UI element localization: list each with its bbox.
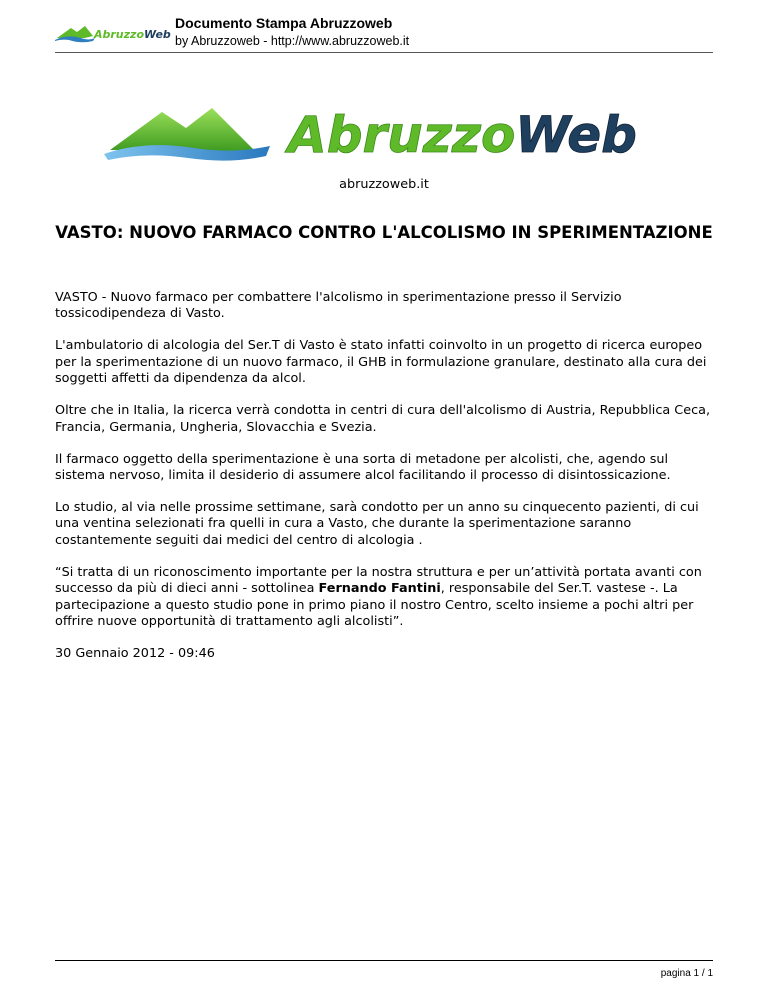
abruzzoweb-small-logo <box>55 22 171 44</box>
header-subtitle: by Abruzzoweb - http://www.abruzzoweb.it <box>175 34 410 48</box>
article-title: VASTO: NUOVO FARMACO CONTRO L'ALCOLISMO IN SPERIMENTAZIONE <box>55 223 713 242</box>
abruzzoweb-logo <box>104 100 636 164</box>
quote-person-name: Fernando Fantini <box>318 581 441 597</box>
logo-text-web: Web <box>515 106 637 164</box>
quote-text-start: “Si tratta di un riconoscimento importante per la nostra struttura e per un’attività portata avanti con successo da più di dieci anni - sottolinea <box>55 564 702 597</box>
header-divider <box>55 52 713 53</box>
article-paragraph: Lo studio, al via nelle prossime settimane, sarà condotto per un anno su cinquecento pazienti, di cui una ventina selezionati fra quelli in cura a Vasto, che durante la sperimentazione saranno costantemente seguiti dai medici del centro di alcologia . <box>55 500 699 548</box>
page-number: pagina 1 / 1 <box>660 968 713 979</box>
logo-text-abruzzo: Abruzzo <box>288 106 516 164</box>
quote-text-end: , responsabile del Ser.T. vastese -. La partecipazione a questo studio pone in primo piano il nostro Centro, scelto insieme a pochi altri per offrire nuove opportunità di trattamento agli alcolisti”. <box>55 581 694 630</box>
article-paragraph: L'ambulatorio di alcologia del Ser.T di Vasto è stato infatti coinvolto in un progetto di ricerca europeo per la sperimentazione di un nuovo farmaco, il GHB in formulazione granulare, destinato alla cura dei soggetti affetti da dipendenza da alcol. <box>55 338 707 387</box>
header-title: Documento Stampa Abruzzoweb <box>175 15 393 31</box>
article-paragraph: Oltre che in Italia, la ricerca verrà condotta in centri di cura dell'alcolismo di Austria, Repubblica Ceca, Francia, Germania, Ungheria, Slovacchia e Svezia. <box>55 403 711 435</box>
article-paragraph: Il farmaco oggetto della sperimentazione è una sorta di metadone per alcolisti, che, agendo sul sistema nervoso, limita il desiderio di assumere alcol facilitando il processo di disintossicazione. <box>55 451 671 484</box>
article-quote-paragraph <box>55 565 713 631</box>
article-body <box>55 290 713 678</box>
print-header <box>55 14 713 54</box>
small-logo-text: AbruzzoWeb <box>94 28 171 41</box>
article-date: 30 Gennaio 2012 - 09:46 <box>55 646 215 662</box>
footer-divider <box>55 960 713 961</box>
svg-text:AbruzzoWeb <box>284 106 637 164</box>
site-caption: abruzzoweb.it <box>339 177 429 192</box>
article-paragraph: VASTO - Nuovo farmaco per combattere l'alcolismo in sperimentazione presso il Servizio tossicodipendeza di Vasto. <box>55 290 622 322</box>
